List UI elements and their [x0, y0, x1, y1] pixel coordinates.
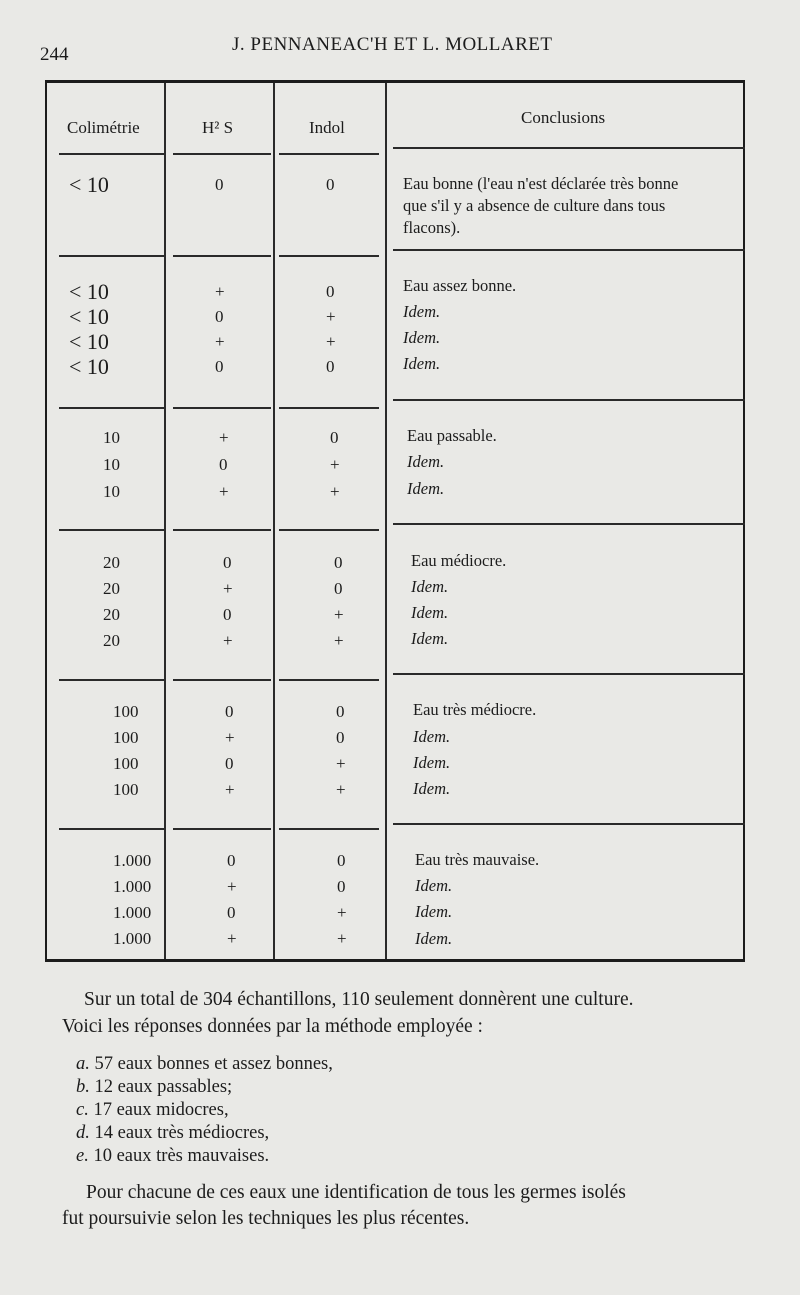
- cell-conclusion: que s'il y a absence de culture dans tous: [403, 196, 666, 215]
- row-divider: [279, 679, 379, 681]
- column-header-indol: Indol: [309, 118, 345, 137]
- row-divider: [393, 249, 745, 251]
- cell-colimetrie: 20: [103, 631, 120, 650]
- cell-colimetrie: 100: [113, 702, 139, 721]
- cell-conclusion: Idem.: [407, 452, 445, 471]
- cell-h2s: +: [227, 877, 237, 896]
- row-divider: [173, 153, 271, 155]
- row-divider: [173, 255, 271, 257]
- cell-h2s: 0: [227, 903, 236, 922]
- list-item-text: 10 eaux très mauvaises.: [93, 1146, 270, 1166]
- list-item-label: c.: [76, 1100, 89, 1120]
- cell-colimetrie: 20: [103, 605, 120, 624]
- cell-colimetrie: 1.000: [113, 903, 152, 922]
- cell-conclusion: Eau assez bonne.: [403, 276, 517, 295]
- page-number: 244: [40, 44, 69, 65]
- cell-colimetrie: < 10: [69, 279, 109, 304]
- cell-colimetrie: 10: [103, 428, 120, 447]
- list-item: [76, 1144, 269, 1169]
- cell-indol: +: [337, 903, 347, 922]
- cell-h2s: +: [227, 929, 237, 948]
- row-divider: [173, 529, 271, 531]
- running-head: [0, 32, 800, 65]
- column-header-colimetrie: Colimétrie: [67, 118, 140, 137]
- cell-conclusion: Idem.: [403, 328, 441, 347]
- row-divider: [173, 828, 271, 830]
- row-divider: [393, 823, 745, 825]
- cell-indol: +: [334, 631, 344, 650]
- cell-colimetrie: 20: [103, 553, 120, 572]
- cell-conclusion: flacons).: [403, 218, 461, 237]
- cell-h2s: 0: [225, 702, 234, 721]
- cell-h2s: 0: [215, 175, 224, 194]
- cell-indol: +: [336, 780, 346, 799]
- cell-h2s: 0: [223, 553, 232, 572]
- cell-colimetrie: < 10: [69, 304, 109, 329]
- cell-indol: +: [330, 455, 340, 474]
- cell-indol: 0: [337, 851, 346, 870]
- list-item-label: e.: [76, 1146, 89, 1166]
- cell-indol: 0: [334, 553, 343, 572]
- cell-h2s: +: [219, 428, 229, 447]
- cell-h2s: +: [219, 482, 229, 501]
- list-item-text: 14 eaux très médiocres,: [94, 1123, 270, 1143]
- paragraph-line: Pour chacune de ces eaux une identification de tous les germes isolés: [86, 1182, 626, 1203]
- column-divider: [385, 83, 387, 959]
- cell-colimetrie: < 10: [69, 172, 109, 197]
- cell-conclusion: Idem.: [415, 876, 453, 895]
- list-item: [76, 1121, 269, 1146]
- cell-colimetrie: 1.000: [113, 929, 152, 948]
- cell-conclusion: Idem.: [411, 629, 449, 648]
- list-item-text: 12 eaux passables;: [94, 1077, 233, 1097]
- cell-colimetrie: < 10: [69, 354, 109, 379]
- cell-colimetrie: 100: [113, 754, 139, 773]
- list-item-label: a.: [76, 1054, 90, 1074]
- cell-conclusion: Idem.: [411, 577, 449, 596]
- cell-h2s: 0: [215, 307, 224, 326]
- column-divider: [273, 83, 275, 959]
- row-divider: [59, 529, 165, 531]
- list-item: [76, 1075, 232, 1100]
- cell-indol: 0: [326, 357, 335, 376]
- cell-conclusion: Idem.: [411, 603, 449, 622]
- cell-h2s: +: [225, 780, 235, 799]
- list-item-text: 17 eaux midocres,: [93, 1100, 229, 1120]
- paragraph-line: fut poursuivie selon les techniques les plus récentes.: [62, 1208, 470, 1229]
- row-divider: [279, 407, 379, 409]
- cell-indol: +: [326, 307, 336, 326]
- cell-colimetrie: 100: [113, 780, 139, 799]
- list-item: [76, 1098, 229, 1123]
- cell-h2s: +: [215, 332, 225, 351]
- cell-h2s: +: [223, 579, 233, 598]
- row-divider: [393, 523, 745, 525]
- row-divider: [59, 407, 165, 409]
- cell-indol: 0: [326, 175, 335, 194]
- cell-conclusion: Idem.: [413, 727, 451, 746]
- cell-h2s: 0: [227, 851, 236, 870]
- cell-conclusion: Idem.: [407, 479, 445, 498]
- cell-colimetrie: 20: [103, 579, 120, 598]
- cell-h2s: 0: [219, 455, 228, 474]
- row-divider: [173, 679, 271, 681]
- cell-conclusion: Eau bonne (l'eau n'est déclarée très bonne: [403, 174, 679, 193]
- cell-conclusion: Eau très mauvaise.: [415, 850, 540, 869]
- cell-colimetrie: 1.000: [113, 851, 152, 870]
- list-item-text: 57 eaux bonnes et assez bonnes,: [94, 1054, 333, 1074]
- running-title: J. PENNANEAC'H ET L. MOLLARET: [232, 34, 553, 55]
- cell-colimetrie: 10: [103, 482, 120, 501]
- cell-indol: 0: [326, 282, 335, 301]
- row-divider: [59, 153, 165, 155]
- list-item-label: b.: [76, 1077, 90, 1097]
- row-divider: [279, 828, 379, 830]
- cell-indol: +: [326, 332, 336, 351]
- paragraph-line: Sur un total de 304 échantillons, 110 seulement donnèrent une culture.: [84, 989, 634, 1010]
- cell-conclusion: Eau passable.: [407, 426, 497, 445]
- cell-h2s: +: [215, 282, 225, 301]
- cell-conclusion: Eau médiocre.: [411, 551, 507, 570]
- coliform-results-table: [45, 80, 745, 962]
- list-item: [76, 1052, 333, 1077]
- row-divider: [59, 679, 165, 681]
- row-divider: [173, 407, 271, 409]
- row-divider: [279, 153, 379, 155]
- row-divider: [393, 673, 745, 675]
- cell-conclusion: Eau très médiocre.: [413, 700, 537, 719]
- column-header-h2s: H² S: [202, 118, 234, 137]
- row-divider: [279, 255, 379, 257]
- cell-colimetrie: 1.000: [113, 877, 152, 896]
- cell-h2s: 0: [223, 605, 232, 624]
- cell-h2s: +: [223, 631, 233, 650]
- cell-indol: +: [334, 605, 344, 624]
- cell-indol: +: [336, 754, 346, 773]
- list-item-label: d.: [76, 1123, 90, 1143]
- cell-indol: 0: [336, 702, 345, 721]
- cell-indol: 0: [334, 579, 343, 598]
- cell-indol: +: [330, 482, 340, 501]
- column-header-conclusions: Conclusions: [521, 108, 606, 127]
- cell-indol: 0: [336, 728, 345, 747]
- cell-h2s: 0: [225, 754, 234, 773]
- cell-conclusion: Idem.: [415, 902, 453, 921]
- cell-conclusion: Idem.: [403, 302, 441, 321]
- row-divider: [393, 147, 745, 149]
- cell-conclusion: Idem.: [413, 779, 451, 798]
- cell-h2s: 0: [215, 357, 224, 376]
- cell-h2s: +: [225, 728, 235, 747]
- cell-conclusion: Idem.: [403, 354, 441, 373]
- cell-conclusion: Idem.: [413, 753, 451, 772]
- cell-colimetrie: < 10: [69, 329, 109, 354]
- row-divider: [59, 828, 165, 830]
- cell-indol: +: [337, 929, 347, 948]
- cell-colimetrie: 10: [103, 455, 120, 474]
- row-divider: [393, 399, 745, 401]
- cell-indol: 0: [330, 428, 339, 447]
- row-divider: [279, 529, 379, 531]
- paragraph-line: Voici les réponses données par la méthode employée :: [62, 1016, 483, 1037]
- cell-indol: 0: [337, 877, 346, 896]
- cell-colimetrie: 100: [113, 728, 139, 747]
- cell-conclusion: Idem.: [415, 929, 453, 948]
- row-divider: [59, 255, 165, 257]
